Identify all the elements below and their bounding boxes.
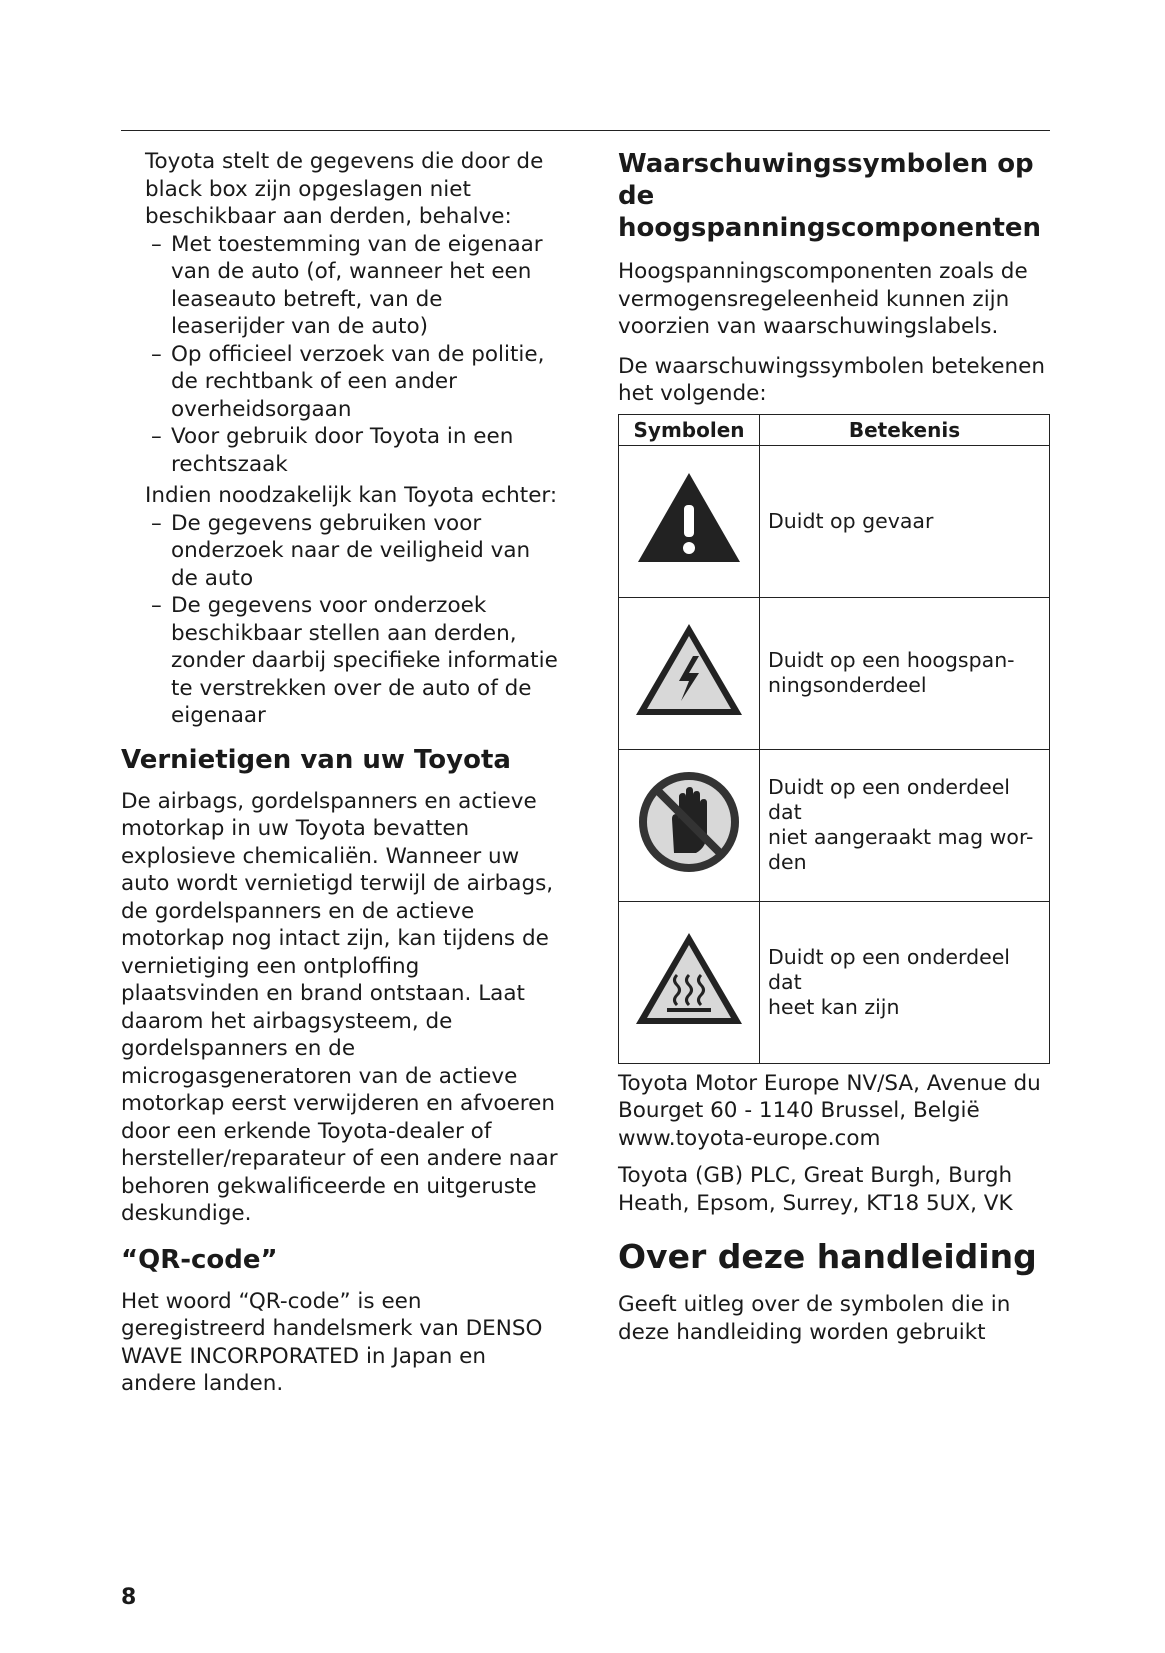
list-item: – Op officieel verzoek van de politie, de rechtbank of een ander overheidsorgaan <box>151 341 545 422</box>
high-voltage-icon <box>633 621 745 719</box>
top-rule <box>121 130 1050 131</box>
list-item: – Voor gebruik door Toyota in een rechtszaak <box>151 424 514 477</box>
destroy-text: De airbags, gordelspanners en actieve motorkap in uw Toyota bevatten explosieve chemicaliën. Wanneer uw auto wordt vernietigd terwijl de airbags, de gordelspanners en de actieve motorkap nog intact zijn, kan tijdens de vernietiging een ontploffing plaatsvinden en brand ontstaan. Laat daarom het airbagsysteem, de gordelspanners en de microgasgeneratoren van de actieve motorkap eerst verwijderen en afvoeren door een erkende Toyota-dealer of hersteller/reparateur of een andere naar behoren gekwalificeerde en uitgeruste deskundige. <box>121 788 558 1226</box>
blackbox-exceptions-list <box>121 231 561 479</box>
right-column <box>618 148 1050 1346</box>
left-column <box>121 148 561 1398</box>
table-row <box>619 445 1050 597</box>
qr-text: Het woord “QR-code” is een geregistreerd handelsmerk van DENSO WAVE INCORPORATED in Japan en andere landen. <box>121 1288 543 1396</box>
meaning-cell: Duidt op een hoogspan- ningsonderdeel <box>760 597 1050 749</box>
col-header-meaning: Betekenis <box>760 414 1050 445</box>
heading-symbols: Waarschuwingssymbolen op de hoogspanningscomponenten <box>618 149 1042 243</box>
manual-text: Geeft uitleg over de symbolen die in deze handleiding worden gebruikt <box>618 1292 1011 1345</box>
table-row <box>619 749 1050 901</box>
list-item: – De gegevens gebruiken voor onderzoek naar de veiligheid van de auto <box>151 510 531 591</box>
heading-destroy: Vernietigen van uw Toyota <box>121 744 511 775</box>
heading-manual: Over deze handleiding <box>618 1237 1037 1276</box>
meaning-cell: Duidt op gevaar <box>760 445 1050 597</box>
meaning-cell: Duidt op een onderdeel dat niet aangeraakt mag wor- den <box>760 749 1050 901</box>
table-header-row <box>619 414 1050 445</box>
address-toyota-gb: Toyota (GB) PLC, Great Burgh, Burgh Heath, Epsom, Surrey, KT18 5UX, VK <box>618 1163 1013 1216</box>
table-row <box>619 901 1050 1063</box>
blackbox-intro-2: Indien noodzakelijk kan Toyota echter: <box>145 483 558 508</box>
hot-surface-icon <box>633 930 745 1028</box>
symbols-table <box>618 414 1050 1064</box>
meaning-cell: Duidt op een onderdeel dat heet kan zijn <box>760 901 1050 1063</box>
list-item: – Met toestemming van de eigenaar van de auto (of, wanneer het een leaseauto betreft, van de leaserijder van de auto) <box>151 231 543 339</box>
address-toyota-europe: Toyota Motor Europe NV/SA, Avenue du Bourget 60 - 1140 Brussel, België www.toyota-europe.com <box>618 1070 1041 1151</box>
do-not-touch-icon <box>634 767 744 877</box>
blackbox-intro: Toyota stelt de gegevens die door de black box zijn opgeslagen niet beschikbaar aan derden, behalve: <box>145 149 544 229</box>
heading-qr: “QR-code” <box>121 1244 278 1275</box>
col-header-symbols: Symbolen <box>619 414 760 445</box>
danger-exclamation-icon <box>634 469 744 567</box>
symbols-text-2: De waarschuwingssymbolen betekenen het volgende: <box>618 353 1045 406</box>
symbols-text-1: Hoogspanningscomponenten zoals de vermogensregeleenheid kunnen zijn voorzien van waarschuwingslabels. <box>618 259 1028 339</box>
table-row <box>619 597 1050 749</box>
list-item: – De gegevens voor onderzoek beschikbaar stellen aan derden, zonder daarbij specifieke informatie te verstrekken over de auto of de eigenaar <box>151 593 558 728</box>
blackbox-usage-list <box>121 510 561 730</box>
page-number: 8 <box>121 1585 137 1610</box>
